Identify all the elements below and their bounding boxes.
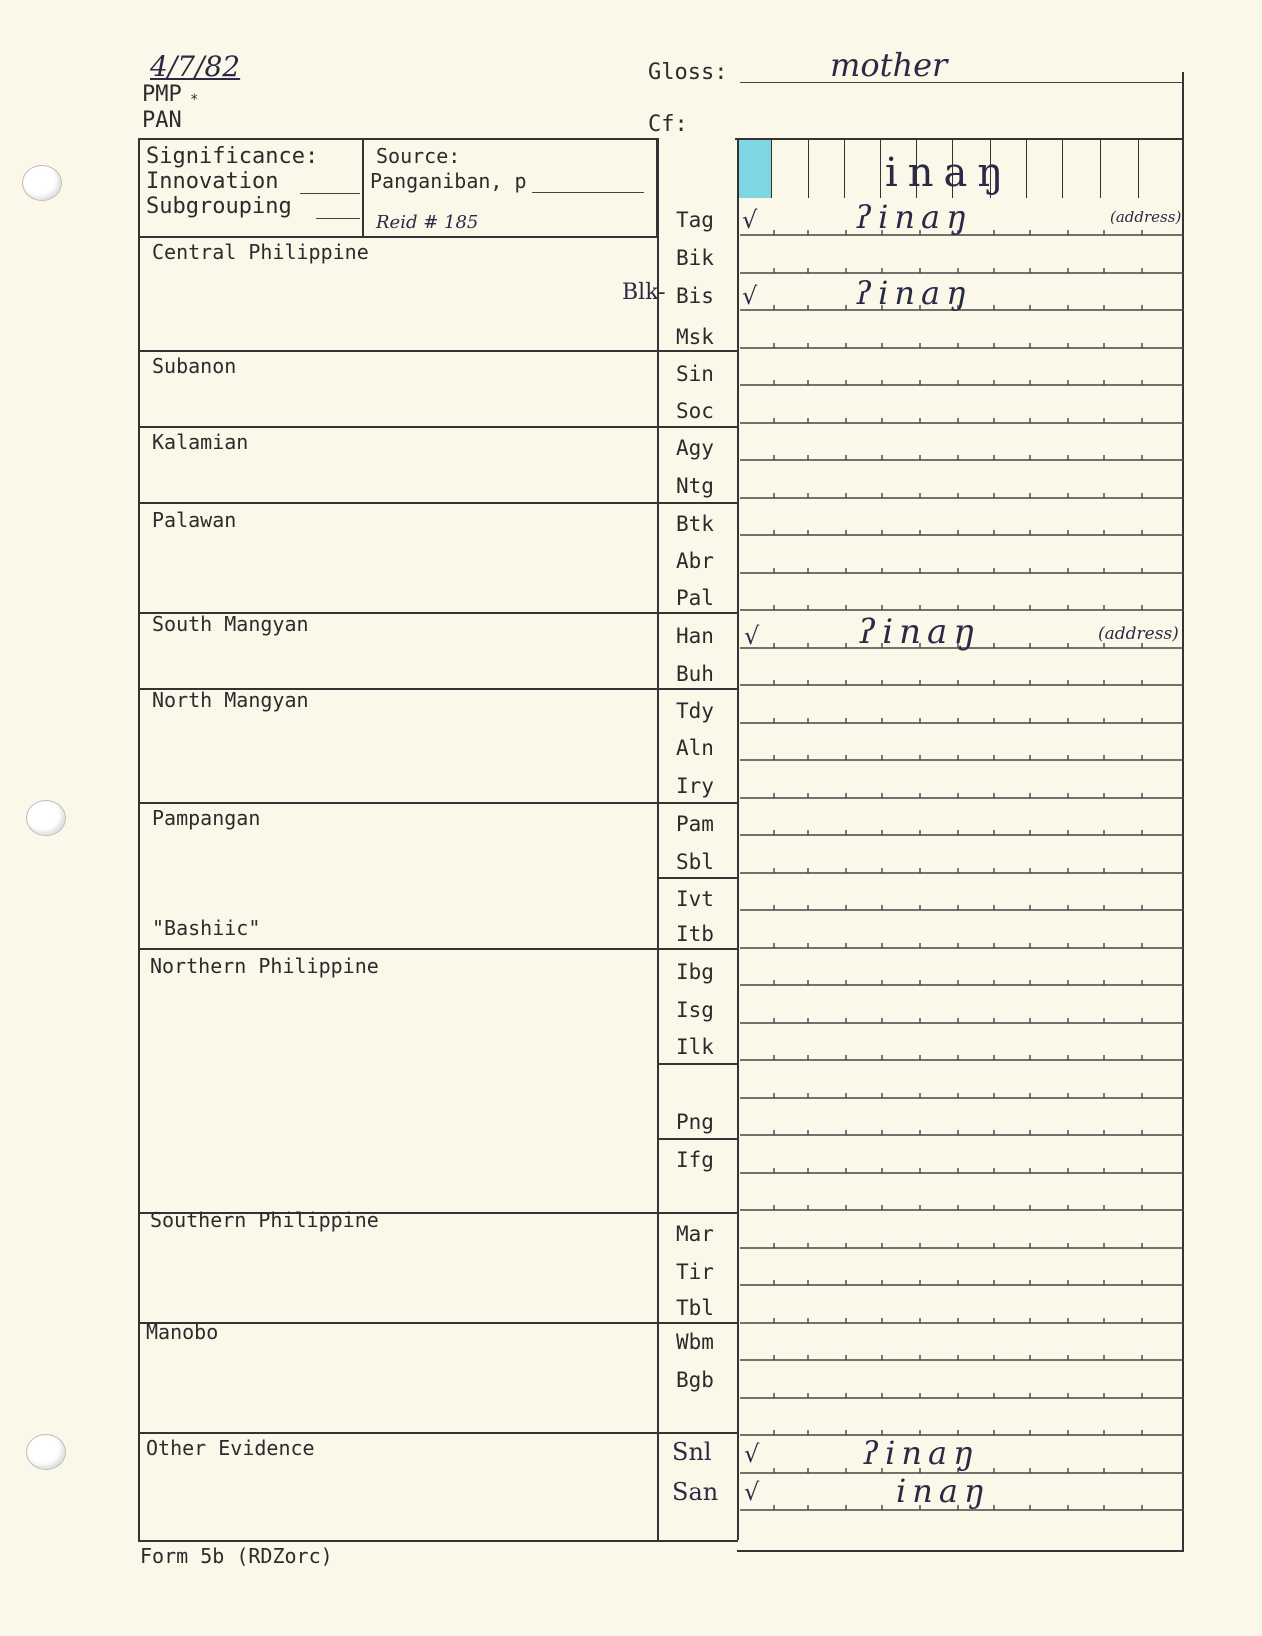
writing-line — [740, 1049, 1184, 1071]
entry-bis-form: ʔinaŋ — [855, 274, 973, 312]
separator-ifg — [657, 1138, 737, 1140]
entry-snl-check: √ — [744, 1440, 760, 1468]
info-divider — [362, 138, 364, 238]
code-bis: Bis — [676, 284, 714, 308]
innovation-blank — [300, 193, 360, 194]
entry-han-note: (address) — [1098, 624, 1179, 644]
group-central-philippine: Central Philippine — [152, 240, 369, 264]
group-north-mangyan: North Mangyan — [152, 688, 309, 712]
source-label: Source: — [376, 144, 461, 168]
writing-line — [740, 1274, 1184, 1296]
code-column-right — [737, 138, 739, 1540]
writing-line — [740, 787, 1184, 809]
writing-line — [740, 374, 1184, 396]
writing-line — [740, 862, 1184, 884]
writing-line — [740, 1124, 1184, 1146]
source-value: Panganiban, p — [370, 169, 527, 193]
writing-line — [740, 412, 1184, 434]
reconstruction-form: inaŋ — [885, 150, 1014, 196]
writing-line — [740, 937, 1184, 959]
innovation-label: Innovation — [146, 169, 279, 194]
code-ifg: Ifg — [676, 1148, 714, 1172]
header-cell-divider — [808, 140, 809, 198]
separator-pampangan — [140, 802, 738, 804]
code-snl: Snl — [672, 1438, 712, 1466]
code-buh: Buh — [676, 662, 714, 686]
gloss-value: mother — [830, 46, 948, 84]
writing-line — [740, 674, 1184, 696]
head-frame-right — [1182, 72, 1184, 142]
code-san: San — [672, 1478, 719, 1506]
entry-han-check: √ — [744, 622, 760, 650]
separator-northern — [140, 948, 738, 950]
writing-line — [740, 1199, 1184, 1221]
entry-tag-form: ʔinaŋ — [855, 198, 973, 236]
code-han: Han — [676, 624, 714, 648]
header-cell-divider — [1138, 140, 1139, 198]
header-cell-divider — [880, 140, 881, 198]
header-cell-divider — [771, 140, 772, 198]
code-tag: Tag — [676, 208, 714, 232]
writing-line — [740, 824, 1184, 846]
group-manobo: Manobo — [146, 1320, 219, 1344]
code-tdy: Tdy — [676, 699, 714, 723]
entry-tag-check: √ — [742, 206, 758, 234]
group-southern-philippine: Southern Philippine — [150, 1208, 379, 1232]
group-kalamian: Kalamian — [152, 430, 249, 454]
code-mar: Mar — [676, 1222, 714, 1246]
code-aln: Aln — [676, 736, 714, 760]
header-cell-divider — [1026, 140, 1027, 198]
code-sbl: Sbl — [676, 850, 714, 874]
entry-bis-check: √ — [742, 282, 758, 310]
code-bgb: Bgb — [676, 1368, 714, 1392]
binder-hole-bottom — [26, 1434, 66, 1470]
code-iry: Iry — [676, 774, 714, 798]
writing-line — [740, 974, 1184, 996]
cf-label: Cf: — [648, 112, 688, 137]
code-tir: Tir — [676, 1260, 714, 1284]
code-wbm: Wbm — [676, 1330, 714, 1354]
binder-hole-top — [22, 165, 62, 201]
writing-line — [740, 337, 1184, 359]
code-itb: Itb — [676, 922, 714, 946]
code-sin: Sin — [676, 362, 714, 386]
separator-palawan — [140, 502, 738, 504]
grid-bottom-border — [138, 1540, 738, 1542]
bik-prefix-note: Blk- — [622, 280, 666, 305]
code-soc: Soc — [676, 399, 714, 423]
code-abr: Abr — [676, 549, 714, 573]
group-south-mangyan: South Mangyan — [152, 612, 309, 636]
entry-han-form: ʔinaŋ — [858, 612, 982, 652]
code-pam: Pam — [676, 812, 714, 836]
binder-hole-middle — [26, 800, 66, 836]
group-bashiic: "Bashiic" — [152, 916, 261, 940]
code-column-left — [657, 138, 659, 1540]
writing-line — [740, 1349, 1184, 1371]
writing-line — [740, 1012, 1184, 1034]
separator-other — [140, 1432, 738, 1434]
grid-bottom-border-right — [737, 1550, 1184, 1552]
writing-line — [740, 749, 1184, 771]
separator-kalamian — [140, 426, 738, 428]
code-bik: Bik — [676, 246, 714, 270]
gloss-label: Gloss: — [648, 60, 728, 85]
gloss-underline — [740, 82, 1184, 83]
entry-tag-note: (address) — [1110, 208, 1182, 226]
code-ilk: Ilk — [676, 1035, 714, 1059]
date-handwritten: 4/7/82 — [150, 50, 241, 83]
code-btk: Btk — [676, 512, 714, 536]
group-pampangan: Pampangan — [152, 806, 261, 830]
group-northern-philippine: Northern Philippine — [150, 954, 379, 978]
source-page-blank — [532, 192, 644, 193]
subgrouping-label: Subgrouping — [146, 194, 292, 219]
entry-san-form: inaŋ — [896, 1472, 991, 1510]
significance-label: Significance: — [146, 144, 319, 169]
separator-subanon — [140, 350, 738, 352]
writing-line — [740, 1237, 1184, 1259]
subgrouping-blank — [316, 218, 360, 219]
code-tbl: Tbl — [676, 1296, 714, 1320]
group-other-evidence: Other Evidence — [146, 1436, 315, 1460]
writing-line — [740, 712, 1184, 734]
code-isg: Isg — [676, 998, 714, 1022]
group-subanon: Subanon — [152, 354, 237, 378]
writing-line — [740, 1162, 1184, 1184]
entry-snl-form: ʔinaŋ — [862, 1434, 980, 1472]
pmp-label: PMP — [142, 82, 182, 107]
reid-note: Reid # 185 — [376, 212, 479, 233]
code-ntg: Ntg — [676, 474, 714, 498]
writing-line — [740, 1087, 1184, 1109]
header-cell-divider — [1062, 140, 1063, 198]
separator-manobo — [140, 1322, 738, 1324]
code-pal: Pal — [676, 586, 714, 610]
code-ivt: Ivt — [676, 887, 714, 911]
form-footer: Form 5b (RDZorc) — [140, 1544, 333, 1568]
writing-line — [740, 449, 1184, 471]
writing-line — [740, 1387, 1184, 1409]
code-ibg: Ibg — [676, 960, 714, 984]
writing-line — [740, 524, 1184, 546]
separator-png — [657, 1063, 737, 1065]
grid-left-border — [138, 238, 140, 1540]
writing-line — [740, 1312, 1184, 1334]
header-cell-divider — [844, 140, 845, 198]
writing-line — [740, 899, 1184, 921]
separator-bashiic — [657, 877, 737, 879]
asterisk: * — [190, 92, 199, 108]
pan-label: PAN — [142, 108, 182, 133]
header-cell-divider — [1100, 140, 1101, 198]
writing-line — [740, 562, 1184, 584]
entry-san-check: √ — [744, 1478, 760, 1506]
code-agy: Agy — [676, 436, 714, 460]
code-png: Png — [676, 1110, 714, 1134]
code-msk: Msk — [676, 325, 714, 349]
writing-line — [740, 487, 1184, 509]
group-palawan: Palawan — [152, 508, 237, 532]
